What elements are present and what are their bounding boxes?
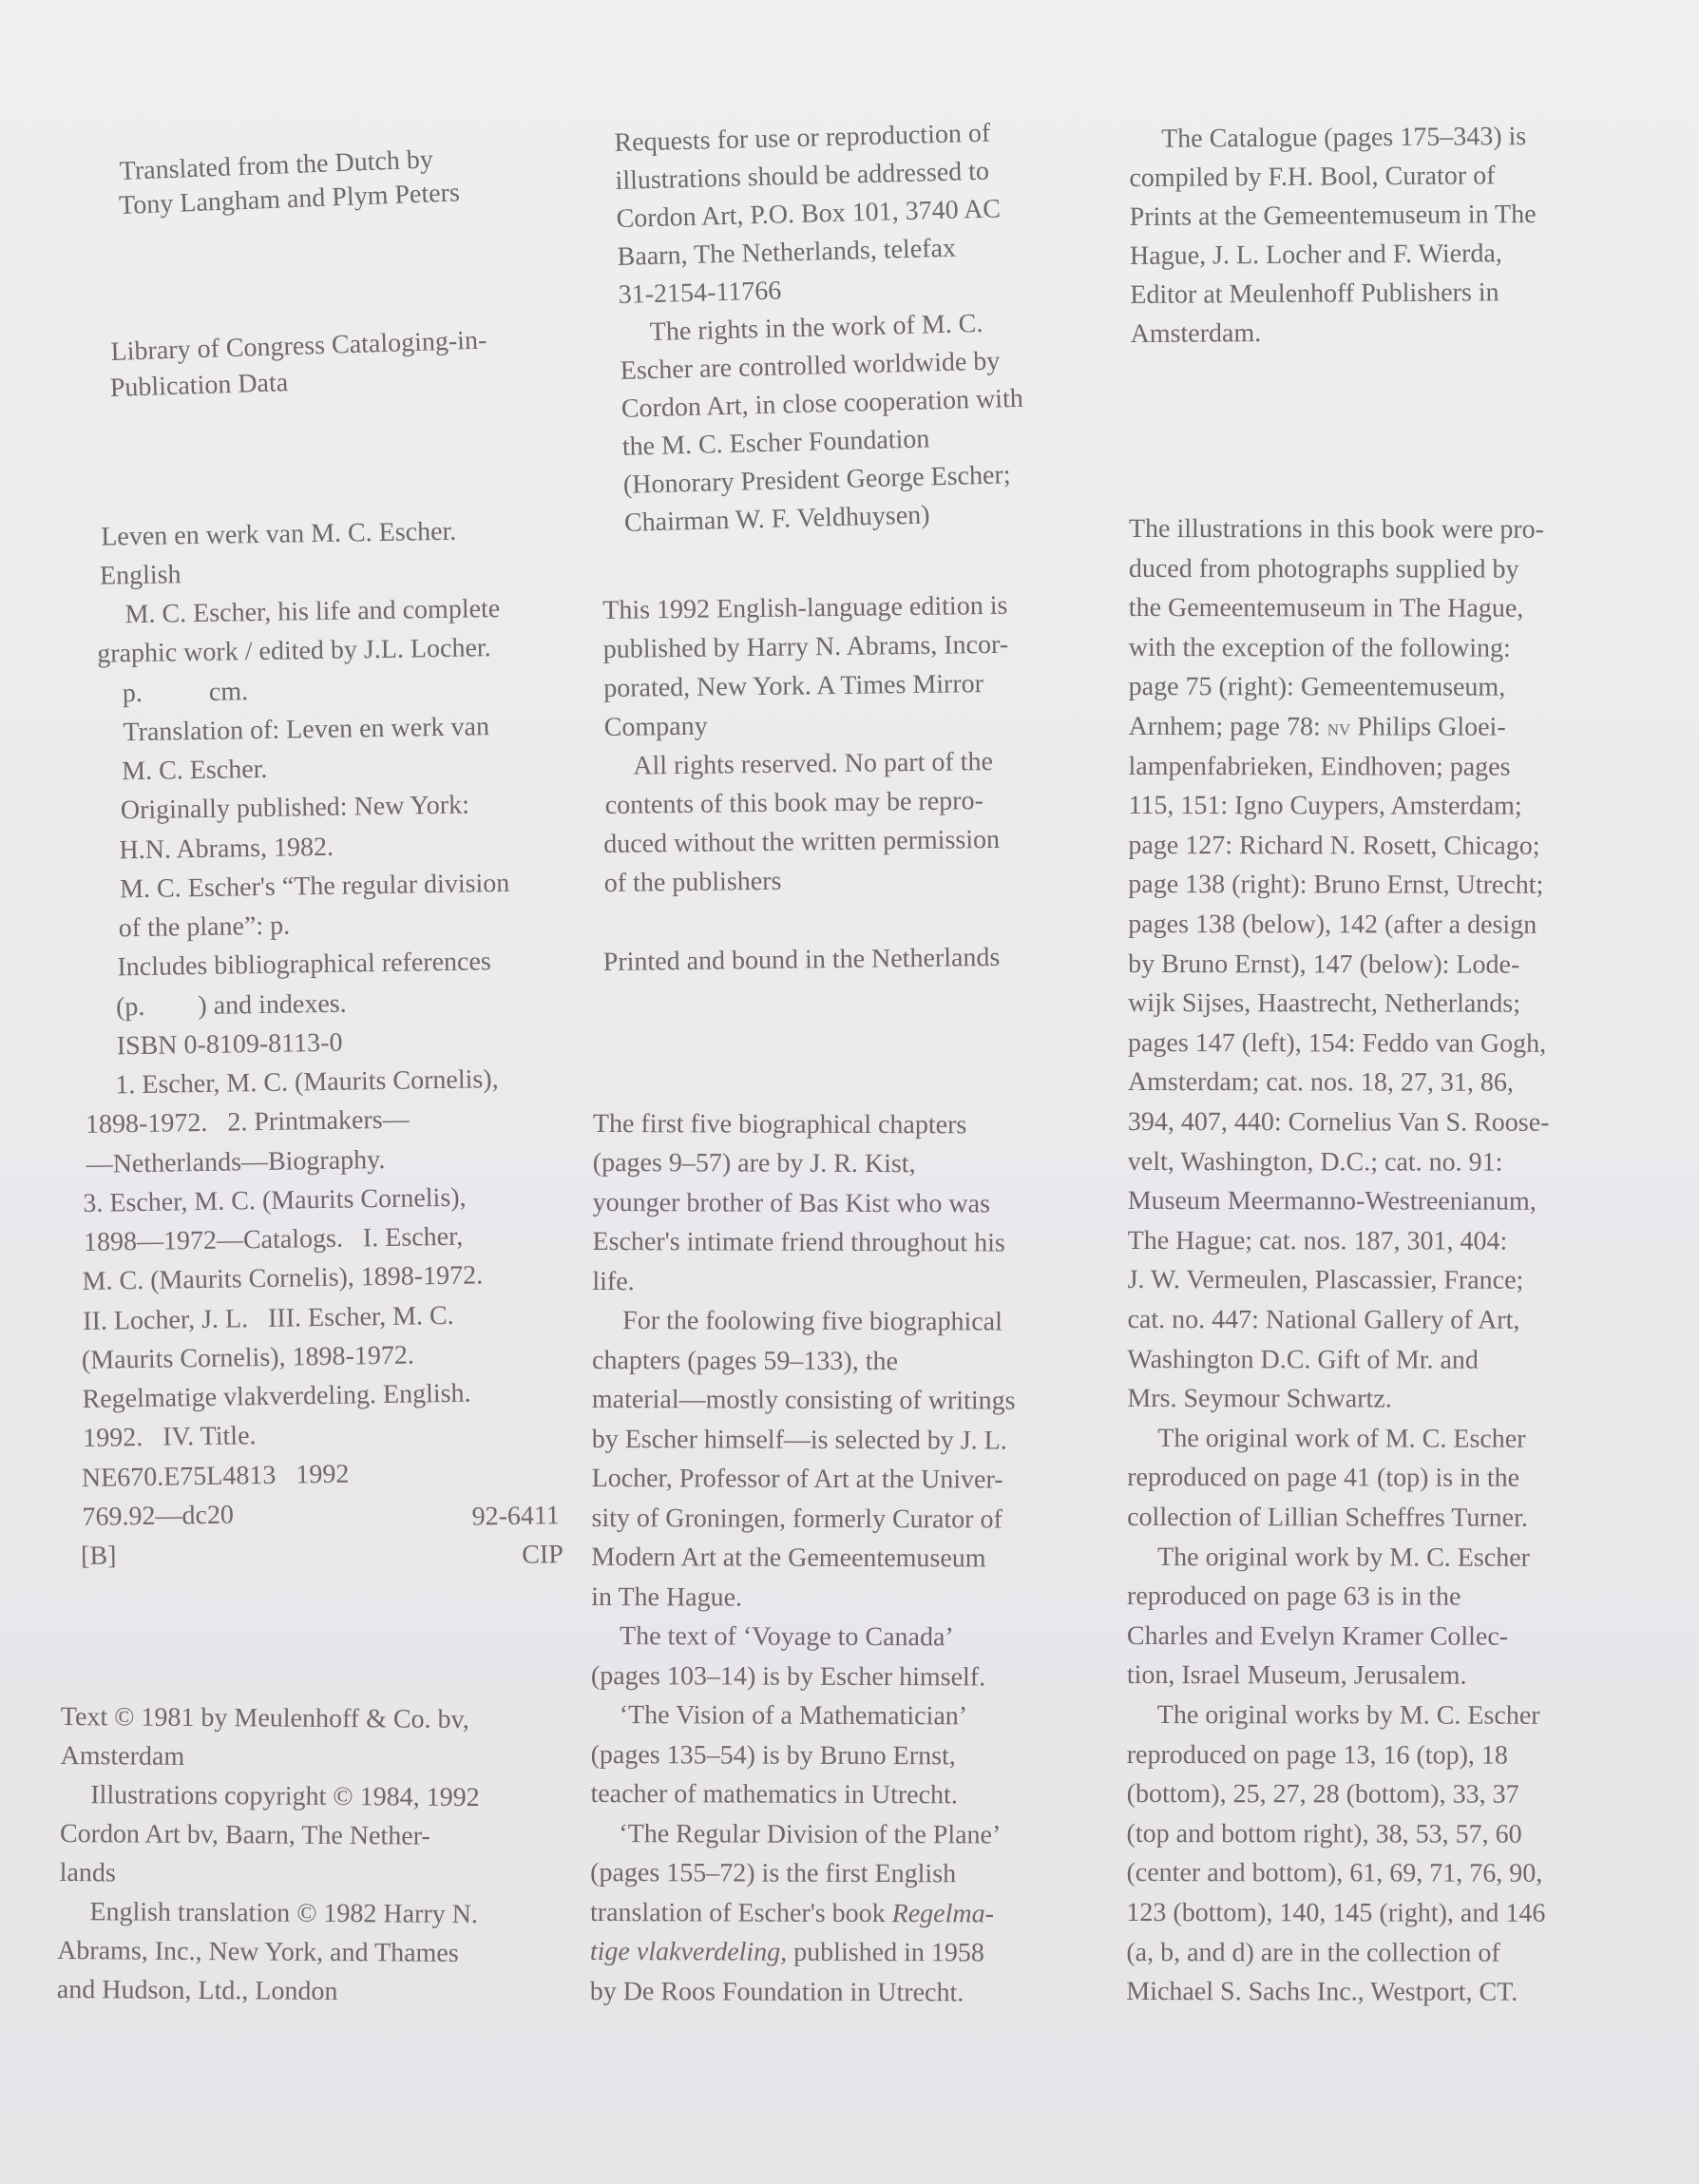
- text-line: Translated from the Dutch by: [119, 144, 434, 186]
- text-line: Regelmatige vlakverdeling. English.: [82, 1378, 471, 1415]
- text-line: life.: [592, 1266, 635, 1297]
- text-line: Escher are controlled worldwide by: [620, 346, 1001, 386]
- text-line: Museum Meermanno-Westreenianum,: [1127, 1186, 1537, 1217]
- text-line: Library of Congress Cataloging-in-: [110, 325, 487, 367]
- text-line: compiled by F.H. Bool, Curator of: [1129, 161, 1496, 193]
- text-line: M. C. (Maurits Cornelis), 1898-1972.: [82, 1260, 484, 1296]
- text-line: Michael S. Sachs Inc., Westport, CT.: [1126, 1977, 1518, 2007]
- text-line: Amsterdam; cat. nos. 18, 27, 31, 86,: [1127, 1067, 1514, 1099]
- text-line: M. C. Escher, his life and complete: [124, 594, 501, 630]
- text-line: 1992. IV. Title.: [82, 1421, 257, 1454]
- text-line: page 127: Richard N. Rosett, Chicago;: [1128, 830, 1540, 861]
- text-line: p. cm.: [122, 677, 249, 709]
- text-line: the M. C. Escher Foundation: [621, 424, 930, 462]
- text-line: Publication Data: [109, 368, 289, 404]
- text-line: The original work by M. C. Escher: [1157, 1542, 1531, 1573]
- text-line: of the plane”: p.: [118, 910, 291, 944]
- text-line: 769.92—dc20: [82, 1500, 235, 1533]
- text-line: graphic work / edited by J.L. Locher.: [97, 633, 491, 669]
- text-line: The first five biographical chapters: [592, 1109, 967, 1140]
- text-line: duced from photographs supplied by: [1128, 553, 1519, 584]
- text-line: (center and bottom), 61, 69, 71, 76, 90,: [1126, 1858, 1543, 1889]
- text-line: cat. no. 447: National Gallery of Art,: [1127, 1304, 1520, 1335]
- text-line: Modern Art at the Gemeentemuseum: [591, 1542, 986, 1574]
- text-line: wijk Sijses, Haastrecht, Netherlands;: [1128, 988, 1521, 1019]
- text-line: —Netherlands—Biography.: [86, 1144, 386, 1179]
- text-line: (pages 155–72) is the first English: [590, 1857, 957, 1889]
- text-line: Cordon Art bv, Baarn, The Nether-: [59, 1818, 430, 1851]
- text-line: Locher, Professor of Art at the Univer-: [591, 1463, 1003, 1495]
- text-line: Washington D.C. Gift of Mr. and: [1127, 1344, 1479, 1375]
- small-caps-abbr: nv: [1327, 716, 1351, 741]
- text-line: 1898-1972. 2. Printmakers—: [85, 1104, 410, 1140]
- text-line: with the exception of the following:: [1128, 632, 1511, 663]
- text-line: [1129, 707, 1506, 749]
- text-line: Text © 1981 by Meulenhoff & Co. bv,: [60, 1701, 469, 1735]
- text-line: ISBN 0-8109-8113-0: [116, 1027, 343, 1062]
- text-line: pages 138 (below), 142 (after a design: [1128, 909, 1537, 940]
- text-line: The rights in the work of M. C.: [649, 308, 983, 348]
- text-line: English: [99, 560, 181, 591]
- text-line: (p. ) and indexes.: [115, 988, 347, 1023]
- text-line: reproduced on page 41 (top) is in the: [1127, 1463, 1520, 1494]
- text-line: The original work of M. C. Escher: [1157, 1423, 1526, 1454]
- text-line: Abrams, Inc., New York, and Thames: [57, 1935, 459, 1968]
- text-line: page 75 (right): Gemeentemuseum,: [1128, 672, 1506, 703]
- text-line: (Maurits Cornelis), 1898-1972.: [81, 1340, 415, 1376]
- text-line: ‘The Regular Division of the Plane’: [619, 1819, 1002, 1850]
- text-line: pages 147 (left), 154: Feddo van Gogh,: [1127, 1027, 1547, 1059]
- text-line: (pages 103–14) is by Escher himself.: [590, 1660, 986, 1693]
- text-line: For the foolowing five biographical: [622, 1306, 1002, 1337]
- text-line: (top and bottom right), 38, 53, 57, 60: [1126, 1818, 1522, 1849]
- text-line: Includes bibliographical references: [117, 947, 492, 983]
- text-line: tion, Israel Museum, Jerusalem.: [1126, 1660, 1467, 1692]
- text-line: chapters (pages 59–133), the: [592, 1345, 899, 1377]
- text-line: Chairman W. F. Veldhuysen): [623, 500, 930, 538]
- text-span: translation of Escher's book: [589, 1897, 892, 1929]
- text-line: H.N. Abrams, 1982.: [119, 832, 334, 866]
- text-line: illustrations should be addressed to: [615, 156, 990, 196]
- text-line: velt, Washington, D.C.; cat. no. 91:: [1127, 1146, 1503, 1178]
- text-line: ‘The Vision of a Mathematician’: [619, 1700, 968, 1732]
- text-line: reproduced on page 63 is in the: [1126, 1581, 1461, 1612]
- text-line: the Gemeentemuseum in The Hague,: [1128, 593, 1524, 623]
- text-line: 394, 407, 440: Cornelius Van S. Roose-: [1127, 1106, 1550, 1138]
- text-line: contents of this book may be repro-: [604, 786, 984, 820]
- text-line: material—mostly consisting of writings: [591, 1384, 1016, 1416]
- text-line: reproduced on page 13, 16 (top), 18: [1126, 1739, 1508, 1771]
- text-line: porated, New York. A Times Mirror: [603, 669, 984, 703]
- text-line: Cordon Art, P.O. Box 101, 3740 AC: [616, 194, 1002, 234]
- text-line: (pages 9–57) are by J. R. Kist,: [592, 1147, 916, 1179]
- text-line: Baarn, The Netherlands, telefax: [617, 233, 957, 272]
- text-line: (bottom), 25, 27, 28 (bottom), 33, 37: [1126, 1779, 1519, 1810]
- text-line: J. W. Vermeulen, Plascassier, France;: [1127, 1265, 1524, 1296]
- text-line: Hague, J. L. Locher and F. Wierda,: [1129, 239, 1502, 271]
- text-line: Escher's intimate friend throughout his: [592, 1226, 1005, 1258]
- text-line: 92-6411: [471, 1501, 561, 1532]
- text-line: Cordon Art, in close cooperation with: [620, 383, 1024, 424]
- text-line: lands: [59, 1857, 116, 1888]
- text-line: Leven en werk van M. C. Escher.: [101, 516, 457, 552]
- text-line: 1898—1972—Catalogs. I. Escher,: [83, 1221, 464, 1257]
- text-line: lampenfabrieken, Eindhoven; pages: [1128, 751, 1511, 782]
- text-line: 1. Escher, M. C. (Maurits Cornelis),: [115, 1064, 499, 1101]
- text-line: and Hudson, Ltd., London: [56, 1974, 338, 2007]
- text-line: by Bruno Ernst), 147 (below): Lode-: [1128, 948, 1520, 980]
- text-line: M. C. Escher's “The regular division: [119, 868, 510, 905]
- text-line: 123 (bottom), 140, 145 (right), and 146: [1126, 1897, 1546, 1928]
- text-line: The original works by M. C. Escher: [1156, 1700, 1540, 1731]
- text-span: Philips Gloei-: [1350, 712, 1506, 742]
- text-line: Mrs. Seymour Schwartz.: [1127, 1384, 1392, 1414]
- text-line: The text of ‘Voyage to Canada’: [619, 1621, 954, 1653]
- text-line: in The Hague.: [591, 1581, 743, 1613]
- text-line: of the publishers: [603, 866, 782, 899]
- text-line: Translation of: Leven en werk van: [123, 712, 490, 748]
- text-line: The Hague; cat. nos. 187, 301, 404:: [1127, 1225, 1508, 1256]
- printed-in: Printed and bound in the Netherlands: [602, 942, 1001, 978]
- text-line: 31-2154-11766: [618, 276, 782, 310]
- text-line: younger brother of Bas Kist who was: [592, 1187, 991, 1219]
- text-span: published in 1958: [787, 1937, 984, 1968]
- text-line: 3. Escher, M. C. (Maurits Cornelis),: [83, 1182, 467, 1218]
- book-title-italic: tige vlakverdeling,: [589, 1936, 788, 1967]
- text-line: Amsterdam: [60, 1740, 185, 1772]
- text-line: page 138 (right): Bruno Ernst, Utrecht;: [1128, 870, 1544, 901]
- text-line: Requests for use or reproduction of: [614, 118, 991, 158]
- text-line: [B]: [80, 1541, 117, 1572]
- text-span: Arnhem; page 78:: [1128, 711, 1327, 742]
- text-line: 115, 151: Igno Cuypers, Amsterdam;: [1128, 791, 1522, 821]
- text-line: teacher of mathematics in Utrecht.: [590, 1778, 958, 1810]
- text-line: [590, 1932, 984, 1972]
- text-line: NE670.E75L4813 1992: [81, 1459, 350, 1494]
- text-line: (Honorary President George Escher;: [622, 460, 1011, 500]
- text-line: Illustrations copyright © 1984, 1992: [90, 1780, 480, 1813]
- text-line: This 1992 English-language edition is: [602, 590, 1008, 625]
- text-line: Editor at Meulenhoff Publishers in: [1130, 278, 1499, 310]
- text-line: by Escher himself—is selected by J. L.: [591, 1424, 1007, 1456]
- text-line: Amsterdam.: [1130, 318, 1262, 349]
- text-line: Prints at the Gemeentemuseum in The: [1129, 200, 1537, 232]
- text-line: The Catalogue (pages 175–343) is: [1161, 122, 1527, 154]
- text-line: English translation © 1982 Harry N.: [89, 1897, 479, 1930]
- text-line: duced without the written permission: [603, 824, 1001, 860]
- book-title-italic: Regelma-: [891, 1899, 995, 1929]
- text-line: All rights reserved. No part of the: [633, 746, 994, 781]
- text-line: published by Harry N. Abrams, Incor-: [602, 629, 1009, 664]
- text-line: [590, 1893, 994, 1933]
- text-line: The illustrations in this book were pro-: [1128, 514, 1545, 545]
- text-line: CIP: [521, 1540, 564, 1570]
- text-line: Originally published: New York:: [120, 790, 470, 826]
- text-line: sity of Groningen, formerly Curator of: [591, 1503, 1002, 1535]
- text-line: M. C. Escher.: [121, 754, 268, 787]
- text-line: collection of Lillian Scheffres Turner.: [1127, 1502, 1528, 1533]
- text-line: Charles and Evelyn Kramer Collec-: [1126, 1620, 1509, 1652]
- text-line: II. Locher, J. L. III. Escher, M. C.: [83, 1300, 454, 1336]
- text-line: Company: [603, 711, 708, 742]
- text-line: by De Roos Foundation in Utrecht.: [589, 1976, 964, 2008]
- text-line: (a, b, and d) are in the collection of: [1126, 1937, 1500, 1968]
- text-line: Tony Langham and Plym Peters: [118, 178, 461, 221]
- text-line: (pages 135–54) is by Bruno Ernst,: [590, 1739, 956, 1772]
